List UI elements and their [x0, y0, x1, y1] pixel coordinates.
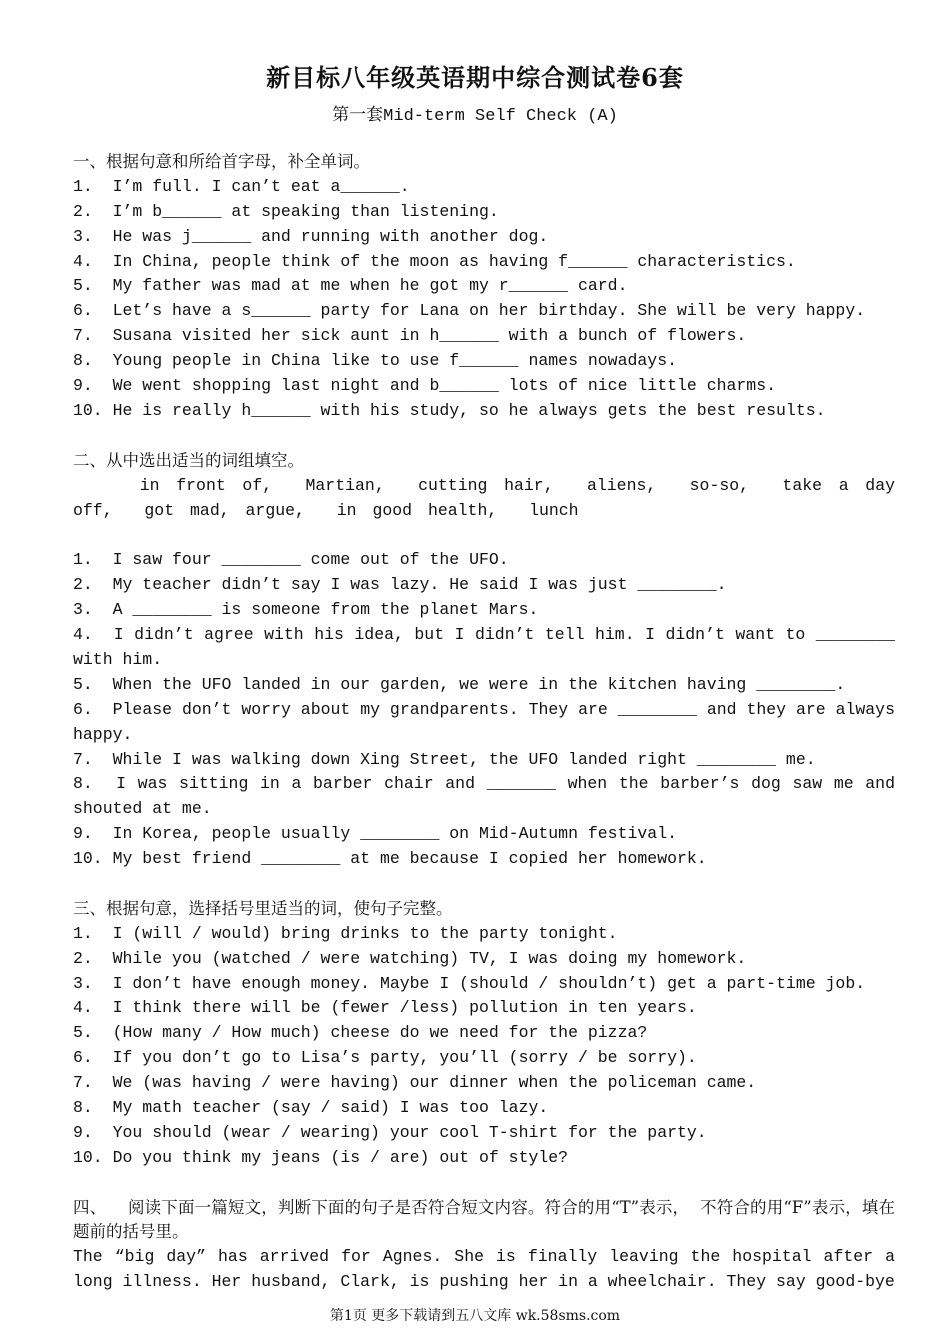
question: 2. My teacher didn’t say I was lazy. He said I was just ________. [73, 575, 727, 595]
question: 9. We went shopping last night and b______ lots of nice little charms. [73, 376, 777, 396]
question: 3. He was j______ and running with another dog. [73, 226, 549, 246]
question: 5. My father was mad at me when he got my r______ card. [73, 276, 628, 296]
question: 10. Do you think my jeans (is / are) out of style? [73, 1147, 569, 1167]
section2-heading: 二、从中选出适当的词组填空。 [73, 450, 304, 470]
question: 2. While you (watched / were watching) TV, I was doing my homework. [73, 948, 747, 968]
question: 6. Let’s have a s______ party for Lana on her birthday. She will be very happy. [73, 301, 866, 321]
question: 3. A ________ is someone from the planet Mars. [73, 600, 539, 620]
section1-heading: 一、根据句意和所给首字母，补全单词。 [73, 152, 370, 171]
word-bank: in front of, Martian, cutting hair, aliens, so-so, take a day off, got mad, argue, in good health, lunch [73, 475, 911, 520]
question: 6. If you don’t go to Lisa’s party, you’ll (sorry / be sorry). [73, 1048, 697, 1068]
section4-heading: 四、 阅读下面一篇短文，判断下面的句子是否符合短文内容。符合的用“T”表示， 不符合的用“F”表示，填在题前的括号里。 [73, 1197, 895, 1242]
question: 8. Young people in China like to use f______ names nowadays. [73, 351, 677, 371]
section3-heading: 三、根据句意，选择括号里适当的词，使句子完整。 [73, 898, 453, 918]
question: 5. (How many / How much) cheese do we need for the pizza? [73, 1023, 648, 1043]
question: 4. I think there will be (fewer /less) pollution in ten years. [73, 998, 697, 1018]
question: 7. While I was walking down Xing Street, the UFO landed right ________ me. [73, 749, 816, 769]
page-footer: 第1页 更多下载请到五八文库 wk.58sms.com [329, 1308, 621, 1324]
question: 1. I’m full. I can’t eat a______. [73, 176, 410, 196]
reading-passage: The “big day” has arrived for Agnes. She is finally leaving the hospital after a long illness. Her husband, Clark, is pushing her in a wheelchair. They say good-bye [73, 1247, 905, 1292]
page-title: 新目标八年级英语期中综合测试卷6套 [266, 63, 684, 92]
question: 4. I didn’t agree with his idea, but I didn’t tell him. I didn’t want to ________ with him. [73, 624, 905, 669]
question: 1. I (will / would) bring drinks to the party tonight. [73, 923, 618, 943]
question: 8. I was sitting in a barber chair and _______ when the barber’s dog saw me and shouted at me. [73, 774, 905, 819]
question: 7. We (was having / were having) our dinner when the policeman came. [73, 1073, 757, 1093]
page-subtitle: 第一套Mid-term Self Check (A) [332, 107, 618, 126]
question: 10. He is really h______ with his study, so he always gets the best results. [73, 400, 826, 420]
question: 4. In China, people think of the moon as having f______ characteristics. [73, 251, 796, 271]
question: 7. Susana visited her sick aunt in h______ with a bunch of flowers. [73, 326, 747, 346]
question: 9. You should (wear / wearing) your cool T-shirt for the party. [73, 1122, 707, 1142]
question: 8. My math teacher (say / said) I was too lazy. [73, 1098, 549, 1118]
question: 6. Please don’t worry about my grandparents. They are ________ and they are always happy. [73, 699, 905, 744]
question: 1. I saw four ________ come out of the UFO. [73, 550, 509, 570]
question: 10. My best friend ________ at me because I copied her homework. [73, 849, 707, 869]
question: 3. I don’t have enough money. Maybe I (should / shouldn’t) get a part-time job. [73, 973, 866, 993]
question: 9. In Korea, people usually ________ on Mid-Autumn festival. [73, 824, 677, 844]
question: 5. When the UFO landed in our garden, we were in the kitchen having ________. [73, 674, 846, 694]
exam-content [73, 150, 911, 1295]
question: 2. I’m b______ at speaking than listening. [73, 201, 499, 221]
